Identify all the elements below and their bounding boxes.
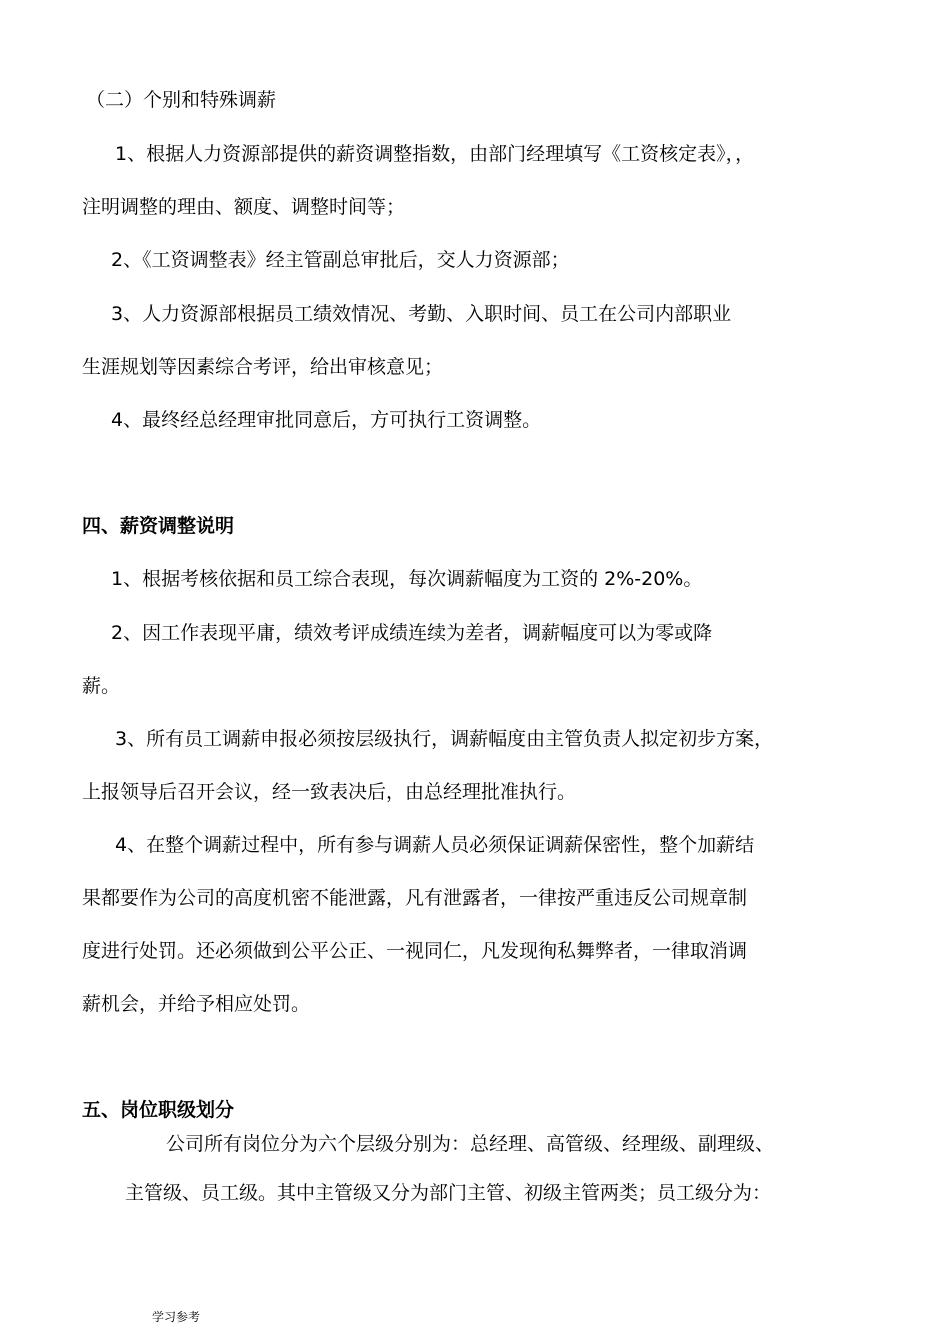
paragraph-line: 上报领导后召开会议，经一致表决后，由总经理批准执行。	[82, 781, 577, 803]
section-heading: 五、岗位职级划分	[82, 1099, 235, 1121]
paragraph-line: 1、根据人力资源部提供的薪资调整指数，由部门经理填写《工资核定表》，，	[115, 143, 755, 165]
paragraph-line: 主管级、员工级。其中主管级又分为部门主管、初级主管两类；员工级分为：	[125, 1182, 772, 1204]
paragraph-line: 薪。	[82, 675, 121, 697]
subsection-title: （二）个别和特殊调薪	[86, 89, 277, 111]
paragraph-line: 4、在整个调薪过程中，所有参与调薪人员必须保证调薪保密性，整个加薪结	[115, 834, 755, 856]
paragraph-line: 2、《工资调整表》经主管副总审批后，交人力资源部；	[111, 249, 570, 271]
paragraph-line: 公司所有岗位分为六个层级分别为：总经理、高管级、经理级、副理级、	[166, 1133, 775, 1155]
paragraph-line: 薪机会，并给予相应处罚。	[82, 993, 311, 1015]
paragraph-line: 度进行处罚。还必须做到公平公正、一视同仁，凡发现徇私舞弊者，一律取消调	[82, 940, 748, 962]
paragraph-line: 2、因工作表现平庸，绩效考评成绩连续为差者，调薪幅度可以为零或降	[111, 622, 713, 644]
paragraph-line: 3、所有员工调薪申报必须按层级执行，调薪幅度由主管负责人拟定初步方案，	[115, 728, 774, 750]
paragraph-line: 生涯规划等因素综合考评，给出审核意见；	[82, 356, 444, 378]
paragraph-line: 4、最终经总经理审批同意后，方可执行工资调整。	[111, 409, 542, 431]
page-footer-note: 学习参考	[152, 1310, 201, 1324]
paragraph-line: 果都要作为公司的高度机密不能泄露，凡有泄露者，一律按严重违反公司规章制	[82, 887, 748, 909]
paragraph-line: 3、人力资源部根据员工绩效情况、考勤、入职时间、员工在公司内部职业	[111, 303, 732, 325]
section-heading: 四、薪资调整说明	[82, 515, 235, 537]
paragraph-line: 1、根据考核依据和员工综合表现，每次调薪幅度为工资的 2%-20%。	[111, 568, 703, 590]
paragraph-line: 注明调整的理由、额度、调整时间等；	[82, 196, 406, 218]
